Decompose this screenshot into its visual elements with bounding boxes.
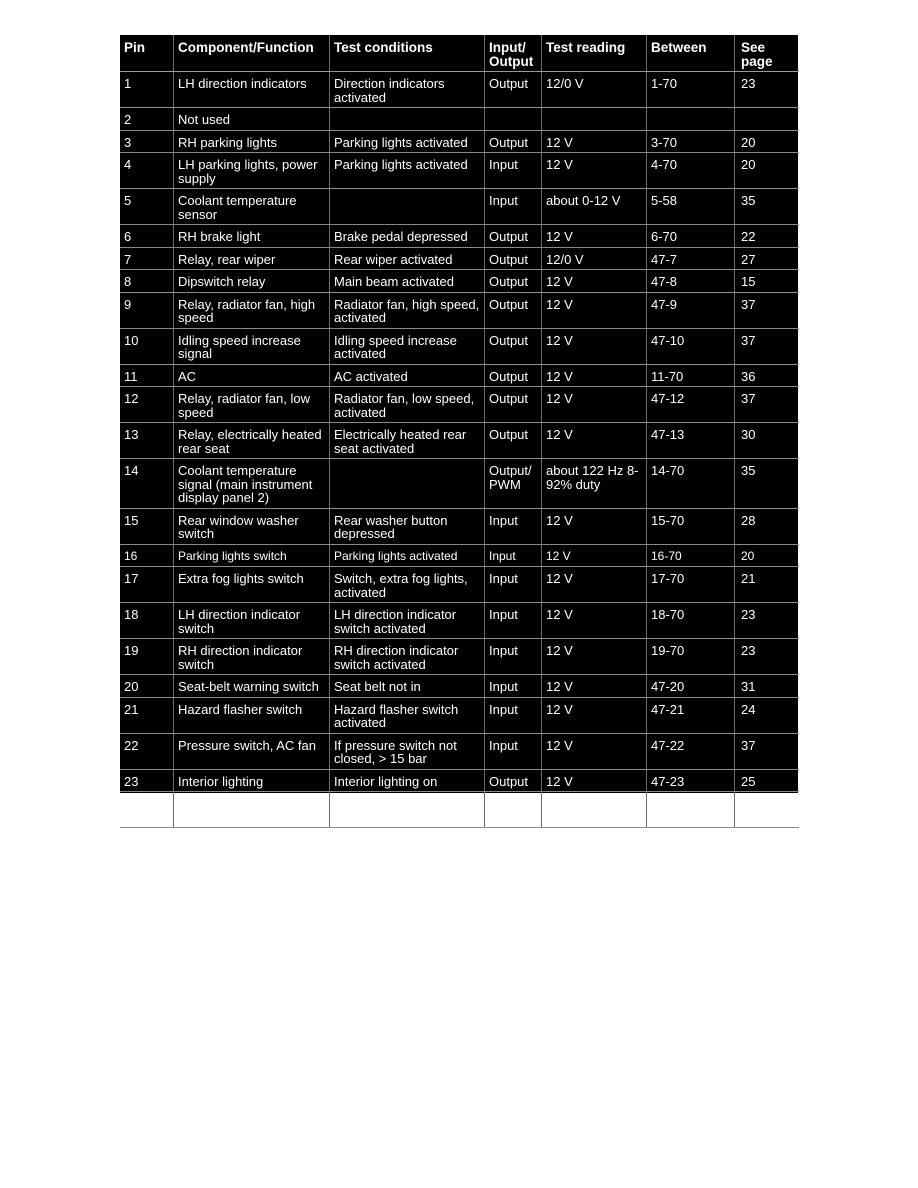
table-row [120, 108, 799, 131]
cell-see-page: 21 [735, 567, 800, 603]
cell-pin: 12 [120, 387, 174, 423]
cell-test-reading: 12 V [542, 792, 647, 828]
cell-input-output: Output/ PWM [485, 459, 542, 509]
cell-between: 47-9 [647, 292, 735, 328]
table-row [120, 508, 799, 544]
cell-test-reading: 12 V [542, 769, 647, 792]
cell-component: Hazard flasher switch [174, 697, 330, 733]
cell-pin: 20 [120, 675, 174, 698]
cell-component: AC [174, 364, 330, 387]
table-row [120, 292, 799, 328]
cell-test-reading: 12 V [542, 423, 647, 459]
table-row [120, 387, 799, 423]
cell-between: 47-21 [647, 697, 735, 733]
cell-component: Power supply, direction indicators [174, 792, 330, 828]
cell-test-conditions: AC activated [330, 364, 485, 387]
cell-test-conditions: Always [330, 792, 485, 828]
cell-pin: 19 [120, 639, 174, 675]
cell-pin: 1 [120, 72, 174, 108]
table-row [120, 270, 799, 293]
cell-test-reading: about 0-12 V [542, 189, 647, 225]
header-test-conditions: Test conditions [330, 35, 485, 72]
cell-see-page: 22 [735, 225, 800, 248]
cell-pin: 9 [120, 292, 174, 328]
cell-component: LH parking lights, power supply [174, 153, 330, 189]
cell-between: 5-58 [647, 189, 735, 225]
cell-input-output: Output [485, 225, 542, 248]
cell-see-page: 36 [735, 364, 800, 387]
header-see-page: See page [735, 35, 800, 72]
table-row [120, 603, 799, 639]
cell-test-reading: 12/0 V [542, 247, 647, 270]
cell-between: 47-20 [647, 675, 735, 698]
cell-see-page: 37 [735, 328, 800, 364]
cell-between: 47-12 [647, 387, 735, 423]
cell-input-output [485, 108, 542, 131]
table-row [120, 639, 799, 675]
cell-see-page: 37 [735, 387, 800, 423]
cell-between: 18-70 [647, 603, 735, 639]
cell-component: Not used [174, 108, 330, 131]
cell-component: Interior lighting [174, 769, 330, 792]
cell-pin: 17 [120, 567, 174, 603]
cell-see-page: 37 [735, 292, 800, 328]
cell-input-output: Input [485, 189, 542, 225]
cell-pin: 10 [120, 328, 174, 364]
cell-test-conditions: Switch, extra fog lights, activated [330, 567, 485, 603]
cell-test-conditions: Parking lights activated [330, 130, 485, 153]
cell-input-output: Output [485, 247, 542, 270]
cell-between: 6-70 [647, 225, 735, 248]
cell-see-page: 11 [735, 792, 800, 828]
cell-pin: 6 [120, 225, 174, 248]
cell-test-conditions: Direction indicators activated [330, 72, 485, 108]
cell-component: Coolant temperature sensor [174, 189, 330, 225]
cell-test-conditions: Seat belt not in [330, 675, 485, 698]
cell-test-conditions: Main beam activated [330, 270, 485, 293]
cell-input-output: Input [485, 544, 542, 567]
cell-input-output: Output [485, 292, 542, 328]
cell-component: Dipswitch relay [174, 270, 330, 293]
cell-between: 15-70 [647, 508, 735, 544]
header-component: Component/Function [174, 35, 330, 72]
cell-input-output: Output [485, 72, 542, 108]
cell-pin: 8 [120, 270, 174, 293]
cell-between: 16-70 [647, 544, 735, 567]
cell-see-page: 31 [735, 675, 800, 698]
cell-input-output: Output [485, 423, 542, 459]
cell-test-reading: 12 V [542, 697, 647, 733]
table-row [120, 769, 799, 792]
cell-test-reading: 12 V [542, 292, 647, 328]
cell-test-conditions: Rear wiper activated [330, 247, 485, 270]
cell-test-conditions: Radiator fan, low speed, activated [330, 387, 485, 423]
cell-input-output: Output [485, 364, 542, 387]
cell-test-conditions: Brake pedal depressed [330, 225, 485, 248]
cell-test-reading: 12 V [542, 130, 647, 153]
cell-input-output: Input [485, 697, 542, 733]
cell-test-reading: about 122 Hz 8-92% duty [542, 459, 647, 509]
table-row [120, 189, 799, 225]
cell-see-page: 23 [735, 639, 800, 675]
cell-test-reading [542, 108, 647, 131]
cell-test-reading: 12 V [542, 508, 647, 544]
table-row [120, 792, 799, 828]
cell-input-output: Output [485, 387, 542, 423]
cell-test-conditions: Radiator fan, high speed, activated [330, 292, 485, 328]
cell-component: Relay, radiator fan, high speed [174, 292, 330, 328]
cell-pin: 22 [120, 733, 174, 769]
cell-component: Relay, radiator fan, low speed [174, 387, 330, 423]
cell-input-output: Input [485, 153, 542, 189]
cell-see-page: 28 [735, 508, 800, 544]
pin-table-block [120, 35, 798, 824]
cell-test-conditions: LH direction indicator switch activated [330, 603, 485, 639]
cell-between [647, 108, 735, 131]
table-row [120, 459, 799, 509]
cell-test-reading: 12 V [542, 544, 647, 567]
cell-pin: 14 [120, 459, 174, 509]
table-header-row [120, 35, 799, 72]
cell-input-output: Output [485, 130, 542, 153]
cell-see-page: 20 [735, 130, 800, 153]
cell-component: Idling speed increase signal [174, 328, 330, 364]
cell-input-output: Input [485, 733, 542, 769]
table-row [120, 130, 799, 153]
cell-test-conditions: Parking lights activated [330, 153, 485, 189]
table-row [120, 328, 799, 364]
cell-see-page: 20 [735, 544, 800, 567]
table-row [120, 544, 799, 567]
table-row [120, 72, 799, 108]
cell-pin: 4 [120, 153, 174, 189]
cell-pin: 16 [120, 544, 174, 567]
cell-test-reading: 12 V [542, 639, 647, 675]
cell-between: 19-70 [647, 639, 735, 675]
cell-test-conditions [330, 189, 485, 225]
cell-component: RH direction indicator switch [174, 639, 330, 675]
table-body [120, 72, 799, 828]
table-row [120, 675, 799, 698]
cell-test-reading: 12 V [542, 567, 647, 603]
cell-between: 47-10 [647, 328, 735, 364]
cell-pin: 7 [120, 247, 174, 270]
header-pin: Pin [120, 35, 174, 72]
cell-test-conditions: Idling speed increase activated [330, 328, 485, 364]
cell-test-conditions: Parking lights activated [330, 544, 485, 567]
cell-pin: 21 [120, 697, 174, 733]
cell-test-conditions [330, 108, 485, 131]
cell-test-reading: 12 V [542, 603, 647, 639]
cell-pin: 18 [120, 603, 174, 639]
cell-see-page: 25 [735, 769, 800, 792]
cell-pin: 3 [120, 130, 174, 153]
cell-pin: 5 [120, 189, 174, 225]
cell-see-page: 27 [735, 247, 800, 270]
cell-test-reading: 12 V [542, 270, 647, 293]
table-row [120, 567, 799, 603]
table-row [120, 697, 799, 733]
cell-pin: 23 [120, 769, 174, 792]
cell-input-output: Output [485, 270, 542, 293]
cell-see-page [735, 108, 800, 131]
cell-component: LH direction indicators [174, 72, 330, 108]
cell-test-reading: 12 V [542, 153, 647, 189]
cell-component: LH direction indicator switch [174, 603, 330, 639]
cell-input-output: Input [485, 567, 542, 603]
cell-between: 47-13 [647, 423, 735, 459]
cell-component: Parking lights switch [174, 544, 330, 567]
cell-test-conditions: Electrically heated rear seat activated [330, 423, 485, 459]
cell-test-conditions: Rear washer button depressed [330, 508, 485, 544]
header-input-output: Input/ Output [485, 35, 542, 72]
cell-test-conditions: Interior lighting on [330, 769, 485, 792]
cell-component: RH parking lights [174, 130, 330, 153]
cell-between: 47-22 [647, 733, 735, 769]
cell-test-reading: 12/0 V [542, 72, 647, 108]
cell-input-output: Input [485, 792, 542, 828]
cell-input-output: Output [485, 328, 542, 364]
cell-see-page: 35 [735, 459, 800, 509]
cell-component: Seat-belt warning switch [174, 675, 330, 698]
cell-see-page: 15 [735, 270, 800, 293]
cell-between: 24-70 [647, 792, 735, 828]
cell-test-reading: 12 V [542, 733, 647, 769]
cell-component: Extra fog lights switch [174, 567, 330, 603]
cell-component: Relay, electrically heated rear seat [174, 423, 330, 459]
cell-see-page: 20 [735, 153, 800, 189]
table-row [120, 423, 799, 459]
pin-function-table [120, 35, 799, 828]
cell-test-conditions: Hazard flasher switch activated [330, 697, 485, 733]
cell-see-page: 37 [735, 733, 800, 769]
cell-component: Pressure switch, AC fan [174, 733, 330, 769]
cell-input-output: Output [485, 769, 542, 792]
cell-input-output: Input [485, 639, 542, 675]
cell-input-output: Input [485, 508, 542, 544]
table-row [120, 225, 799, 248]
cell-component: Relay, rear wiper [174, 247, 330, 270]
table-row [120, 247, 799, 270]
cell-pin: 11 [120, 364, 174, 387]
cell-test-reading: 12 V [542, 225, 647, 248]
cell-pin: 15 [120, 508, 174, 544]
cell-component: Coolant temperature signal (main instrument display panel 2) [174, 459, 330, 509]
cell-between: 11-70 [647, 364, 735, 387]
cell-between: 47-8 [647, 270, 735, 293]
cell-component: Rear window washer switch [174, 508, 330, 544]
cell-between: 3-70 [647, 130, 735, 153]
header-between: Between [647, 35, 735, 72]
cell-see-page: 35 [735, 189, 800, 225]
table-row [120, 364, 799, 387]
cell-pin: 2 [120, 108, 174, 131]
cell-test-reading: 12 V [542, 675, 647, 698]
cell-component: RH brake light [174, 225, 330, 248]
cell-input-output: Input [485, 603, 542, 639]
cell-between: 14-70 [647, 459, 735, 509]
cell-test-conditions: RH direction indicator switch activated [330, 639, 485, 675]
cell-between: 47-23 [647, 769, 735, 792]
cell-test-conditions: If pressure switch not closed, > 15 bar [330, 733, 485, 769]
cell-between: 17-70 [647, 567, 735, 603]
cell-see-page: 30 [735, 423, 800, 459]
header-test-reading: Test reading [542, 35, 647, 72]
table-row [120, 153, 799, 189]
cell-between: 1-70 [647, 72, 735, 108]
cell-between: 47-7 [647, 247, 735, 270]
cell-test-reading: 12 V [542, 364, 647, 387]
cell-test-reading: 12 V [542, 387, 647, 423]
cell-between: 4-70 [647, 153, 735, 189]
cell-test-conditions [330, 459, 485, 509]
table-row [120, 733, 799, 769]
cell-see-page: 24 [735, 697, 800, 733]
cell-see-page: 23 [735, 72, 800, 108]
cell-pin: 24 [120, 792, 174, 828]
cell-test-reading: 12 V [542, 328, 647, 364]
cell-input-output: Input [485, 675, 542, 698]
cell-pin: 13 [120, 423, 174, 459]
cell-see-page: 23 [735, 603, 800, 639]
